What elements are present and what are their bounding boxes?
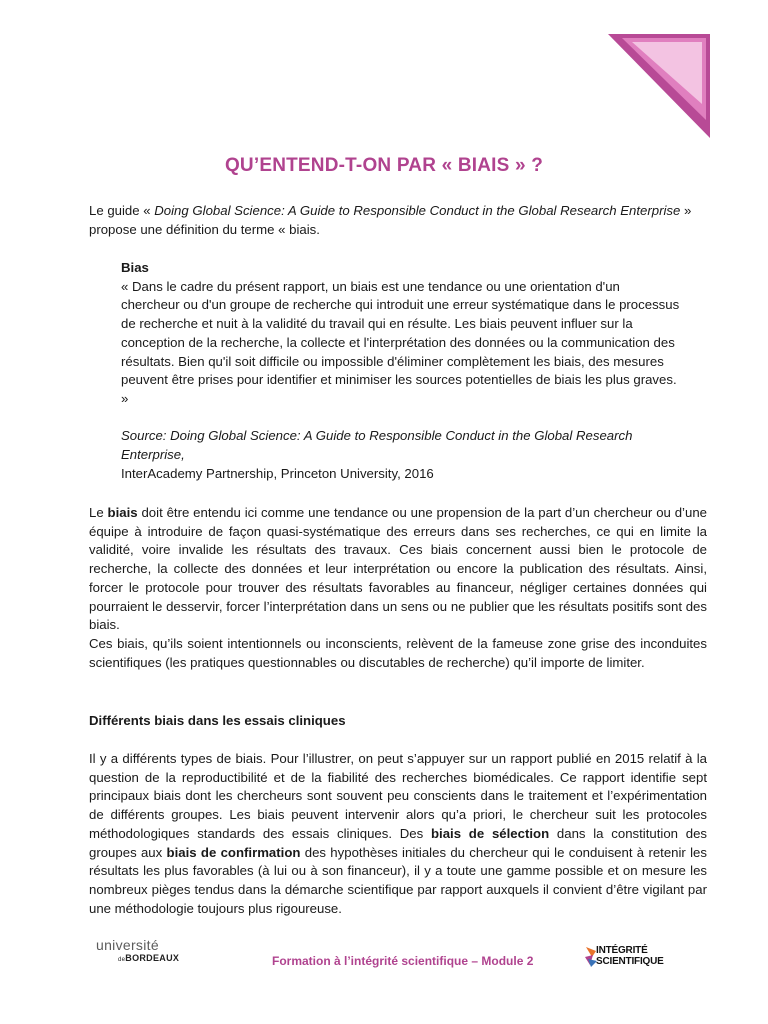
body1-lead: Le [89,505,108,520]
section2-text-3: des hypothèses initiales du chercheur qui le conduisent à retenir les résultats les plus favorables (à lui ou à son financeur), il y a toute une gamme possible et on mesure les nombreux pièges tendus dans la démarche scientifique par rapport auxquels il convient d’être vigilant par une méthodologie toujours plus rigoureuse. [89,844,707,916]
integrite-logo-text [596,945,664,967]
integrite-scientifique-logo [584,943,684,971]
section2-text-1: Il y a différents types de biais. Pour l’illustrer, on peut s’appuyer sur un rapport publié en 2015 relatif à la question de la reproductibilité et de la fiabilité des recherches biomédicales. Ce rapport identifie sept principaux biais dont les chercheurs sont souvent peu conscients dans le traitement et l’expérimentation de différents groupes. Les biais peuvent intervenir alors qu’a priori, le chercheur suit les protocoles méthodologiques standards des essais cliniques. Des [89,751,707,841]
definition-heading: Bias [121,260,149,275]
selection-bias-term: biais de sélection [431,825,550,841]
body1-text: doit être entendu ici comme une tendance ou une propension de la part d’un chercheur ou d’une équipe à introduire de façon quasi-systématique des erreurs dans ses recherches, ce qui en limite la validité, voire invalide les résultats des travaux. Ces biais concernent aussi bien le protocole de recherche, la collecte des données et leur interprétation ou encore la publication des résultats. Ainsi, forcer le protocole pour trouver des résultats favorables au financeur, négliger certaines données qui pourraient le desservir, forcer l’interprétation dans un sens ou ne publier que les résultats positifs sont des biais. [89,505,707,633]
footer-module-label: Formation à l’intégrité scientifique – Module 2 [272,954,534,968]
logo-main-text: université [96,937,159,953]
body1-bold-term: biais [107,505,138,520]
logo-bordeaux: BORDEAUX [125,953,180,963]
intro-text-end: » propose une définition du terme « biais. [89,203,692,237]
integrite-line2: SCIENTIFIQUE [596,956,664,967]
confirmation-bias-term: biais de confirmation [166,844,301,860]
body-paragraph-1 [89,504,707,672]
intro-paragraph [89,202,707,239]
integrite-line1: INTÉGRITÉ [596,945,648,956]
definition-text: « Dans le cadre du présent rapport, un biais est une tendance ou une orientation d'un chercheur ou d'un groupe de recherche qui introduit une erreur systématique dans le processus de recherche et nuit à la validité du travail qui en résulte. Les biais peuvent influer sur la conception de la recherche, la collecte et l'interprétation des données ou la communication des résultats. Bien qu'il soit difficile ou impossible d'éliminer complètement les biais, des mesures peuvent être prises pour identifier et minimiser les sources potentielles de biais les plus graves. » [121,278,680,406]
definition-block [121,259,681,483]
section2-text-2: dans la constitution des groupes aux [89,825,708,860]
guide-title: Doing Global Science: A Guide to Responsible Conduct in the Global Research Enterprise [154,203,681,218]
corner-triangle-decoration [608,34,710,138]
section2-paragraph [89,750,707,918]
section2-heading-wrap [89,712,707,731]
section2-heading: Différents biais dans les essais cliniques [89,713,346,728]
body1-text2: Ces biais, qu’ils soient intentionnels ou inconscients, relèvent de la fameuse zone grise des inconduites scientifiques (les pratiques questionnables ou discutables de recherche) qu’il importe de limiter. [89,635,707,670]
source-publisher: InterAcademy Partnership, Princeton University, 2016 [121,465,434,481]
intro-text-start: Le guide « [89,203,155,218]
logo-sub-text [118,953,186,963]
logo-de: de [118,957,126,963]
universite-bordeaux-logo [96,938,186,972]
page-title: QU’ENTEND-T-ON PAR « BIAIS » ? [224,155,544,176]
source-title: Source: Doing Global Science: A Guide to Responsible Conduct in the Global Research Enterprise, [121,428,633,463]
definition-source [121,427,681,483]
